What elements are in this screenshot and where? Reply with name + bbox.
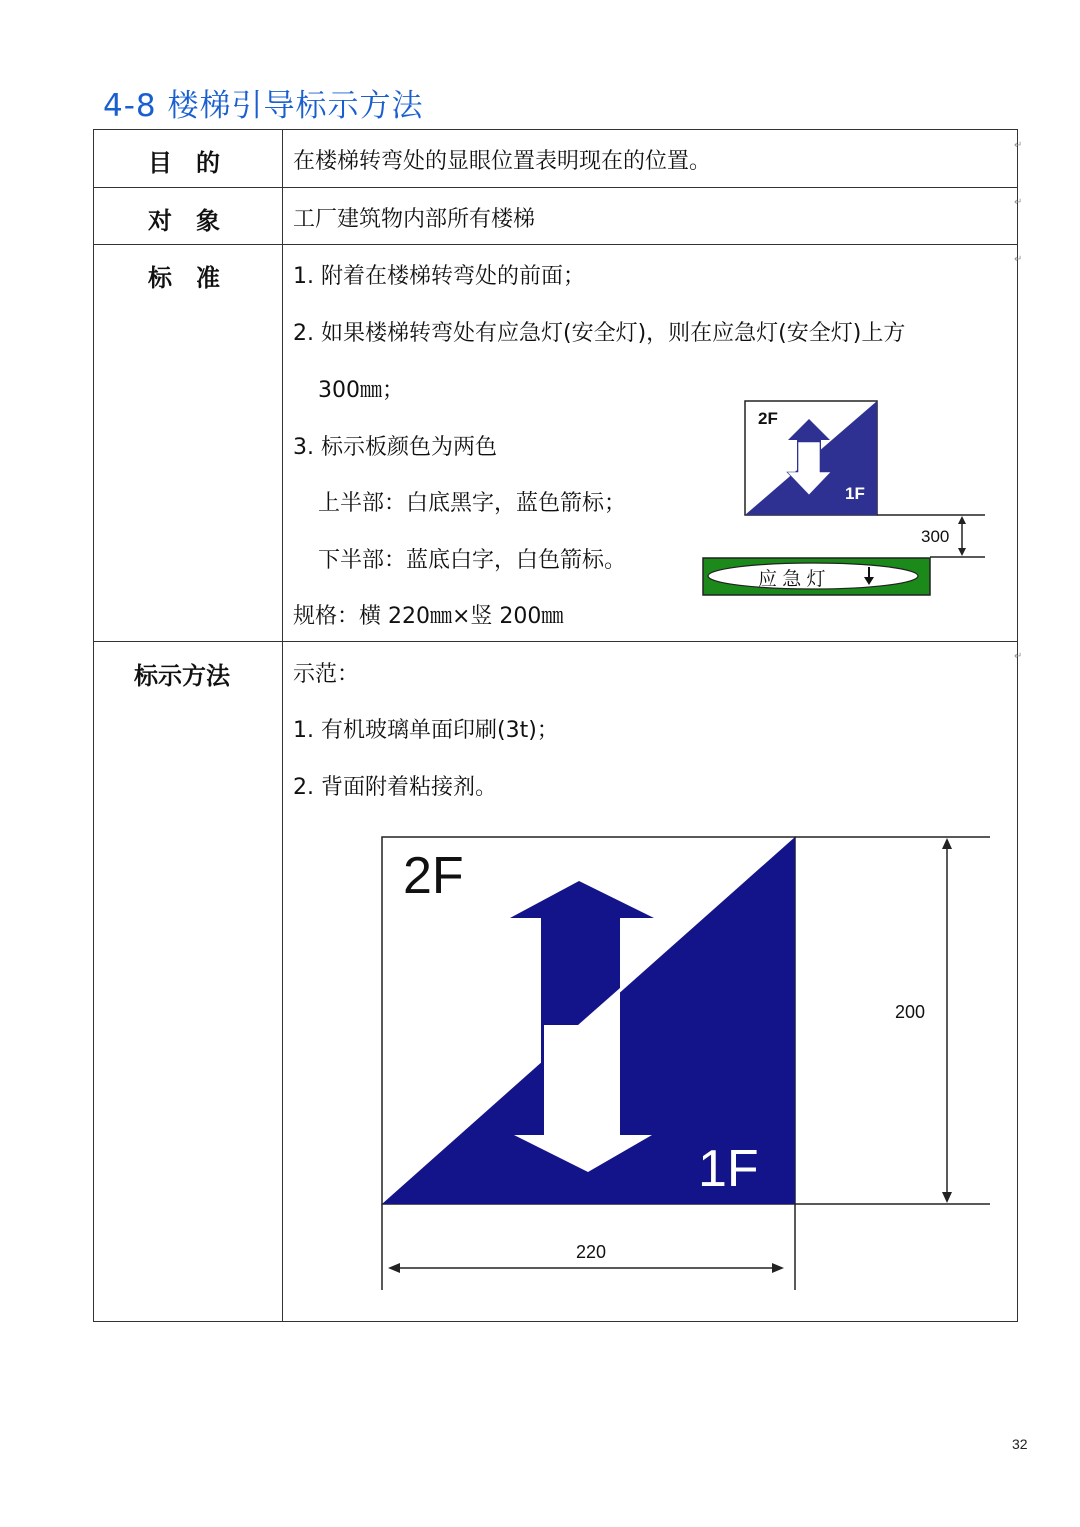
width-dimension-label: 220	[576, 1242, 607, 1262]
width-arrow-left	[388, 1263, 400, 1273]
table-row-divider	[93, 187, 1018, 188]
paragraph-mark-icon: ↵	[1014, 651, 1023, 662]
row-label-target: 对 象	[148, 207, 220, 235]
large-sign-diagram	[370, 825, 995, 1295]
small-sign-diagram	[700, 400, 990, 600]
standard-line: 300㎜；	[318, 378, 404, 403]
standard-line: 2. 如果楼梯转弯处有应急灯(安全灯)，则在应急灯(安全灯)上方	[293, 321, 906, 346]
large-sign-lower-label: 1F	[698, 1140, 759, 1198]
height-arrow-top	[942, 838, 952, 849]
page-number: 32	[1012, 1436, 1028, 1452]
small-sign-lower-label: 1F	[845, 484, 865, 503]
row-label-purpose: 目 的	[148, 149, 220, 177]
row-text-purpose: 在楼梯转弯处的显眼位置表明现在的位置。	[293, 149, 712, 174]
paragraph-mark-icon: ↵	[1014, 140, 1023, 151]
small-sign-upper-label: 2F	[758, 409, 778, 428]
standard-line: 3. 标示板颜色为两色	[293, 435, 497, 460]
standard-line: 规格：横 220㎜×竖 200㎜	[293, 604, 564, 629]
method-line: 1. 有机玻璃单面印刷(3t)；	[293, 718, 559, 743]
large-sign-upper-label: 2F	[403, 847, 464, 905]
standard-line: 下半部：蓝底白字，白色箭标。	[318, 548, 627, 573]
row-label-standard: 标 准	[148, 264, 220, 292]
paragraph-mark-icon: ↵	[1014, 254, 1023, 265]
table-column-divider	[282, 129, 283, 1322]
table-row-divider	[93, 244, 1018, 245]
emergency-light-label: 应 急 灯	[758, 569, 826, 590]
paragraph-mark-icon: ↵	[1014, 197, 1023, 208]
row-label-method: 标示方法	[134, 662, 230, 690]
method-line: 2. 背面附着粘接剂。	[293, 775, 497, 800]
gap-arrow-top	[958, 516, 966, 524]
standard-line: 上半部：白底黑字，蓝色箭标；	[318, 491, 627, 516]
page-title: 4-8 楼梯引导标示方法	[103, 88, 424, 124]
row-text-target: 工厂建筑物内部所有楼梯	[293, 207, 536, 232]
gap-arrow-bottom	[958, 548, 966, 556]
width-arrow-right	[772, 1263, 784, 1273]
table-row-divider	[93, 641, 1018, 642]
gap-dimension-label: 300	[921, 527, 950, 546]
height-dimension-label: 200	[895, 1002, 926, 1022]
method-line: 示范：	[293, 662, 360, 687]
height-arrow-bottom	[942, 1192, 952, 1203]
standard-line: 1. 附着在楼梯转弯处的前面；	[293, 264, 585, 289]
